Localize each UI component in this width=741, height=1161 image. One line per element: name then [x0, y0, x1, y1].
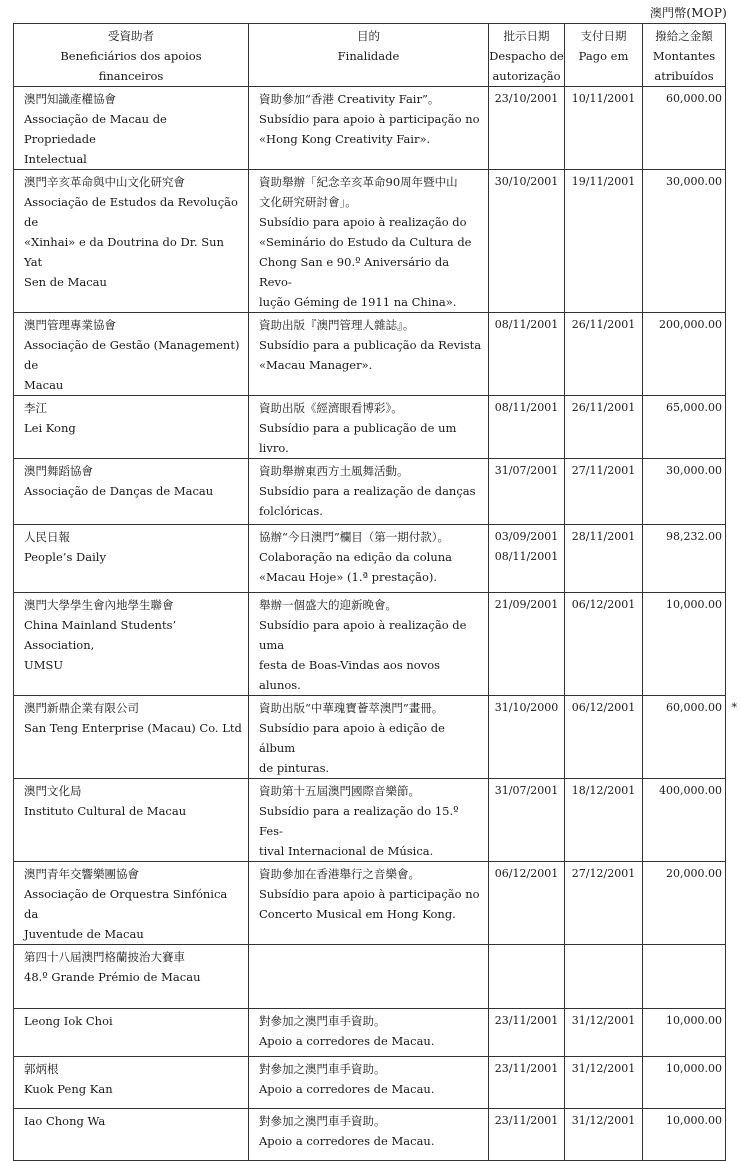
purpose-cell	[249, 396, 489, 459]
pago-date: 31/12/2001	[571, 1114, 636, 1127]
amount-cell	[643, 862, 726, 945]
amount-value: 60,000.00	[666, 701, 722, 714]
purpose-line: «Seminário do Estudo da Cultura de	[259, 235, 472, 249]
despacho-date: 21/09/2001	[494, 598, 559, 611]
despacho-cell	[489, 862, 565, 945]
header-purpose	[249, 24, 489, 87]
beneficiary-cell	[14, 459, 249, 525]
purpose-cell	[249, 170, 489, 313]
amount-cell	[643, 1009, 726, 1057]
beneficiary-line: Associação de Orquestra Sinfónica da	[24, 887, 228, 921]
beneficiary-cell	[14, 396, 249, 459]
header-beneficiary-pt-2: financeiros	[98, 69, 164, 83]
table-row	[14, 87, 726, 170]
header-purpose-zh: 目的	[357, 29, 380, 43]
purpose-line: festa de Boas-Vindas aos novos alunos.	[259, 658, 441, 692]
despacho-cell	[489, 593, 565, 696]
amount-cell	[643, 313, 726, 396]
purpose-line: 資助舉辦東西方土風舞活動。	[259, 464, 409, 478]
beneficiary-line: 澳門知識產權協會	[24, 92, 116, 106]
pago-cell	[565, 87, 643, 170]
beneficiary-line: Associação de Danças de Macau	[24, 484, 214, 498]
amount-cell	[643, 593, 726, 696]
pago-date: 31/12/2001	[571, 1014, 636, 1027]
purpose-line: Subsídio para apoio à realização de uma	[259, 618, 467, 652]
purpose-line: tival Internacional de Música.	[259, 844, 434, 858]
despacho-cell	[489, 525, 565, 593]
purpose-cell	[249, 1057, 489, 1109]
beneficiary-cell	[14, 1057, 249, 1109]
purpose-line: 對參加之澳門車手資助。	[259, 1062, 386, 1076]
purpose-cell	[249, 862, 489, 945]
pago-date: 27/12/2001	[571, 867, 636, 880]
beneficiary-line: Juventude de Macau	[24, 927, 144, 941]
pago-cell	[565, 696, 643, 779]
pago-date: 27/11/2001	[571, 464, 636, 477]
purpose-cell	[249, 696, 489, 779]
pago-date: 18/12/2001	[571, 784, 636, 797]
beneficiary-cell	[14, 945, 249, 1009]
beneficiary-line: 第四十八屆澳門格蘭披治大賽車	[24, 950, 185, 964]
beneficiary-line: Leong Iok Choi	[24, 1014, 113, 1028]
despacho-date: 31/07/2001	[494, 784, 559, 797]
beneficiary-line: «Xinhai» e da Doutrina do Dr. Sun Yat	[24, 235, 224, 269]
amount-value: 200,000.00	[659, 318, 722, 331]
beneficiary-line: 郭炳根	[24, 1062, 59, 1076]
despacho-cell	[489, 696, 565, 779]
pago-date: 10/11/2001	[571, 92, 636, 105]
header-amount	[643, 24, 726, 87]
beneficiary-line: China Mainland Students’ Association,	[24, 618, 177, 652]
despacho-cell	[489, 1009, 565, 1057]
header-pago-zh: 支付日期	[580, 29, 627, 43]
purpose-cell	[249, 459, 489, 525]
despacho-date: 30/10/2001	[494, 175, 559, 188]
beneficiary-cell	[14, 87, 249, 170]
despacho-date: 08/11/2001	[494, 318, 559, 331]
despacho-date: 31/10/2000	[494, 701, 559, 714]
table-row	[14, 862, 726, 945]
beneficiary-line: 澳門管理專業協會	[24, 318, 116, 332]
footnote-marker: *	[731, 701, 737, 714]
amount-cell	[643, 170, 726, 313]
table-row	[14, 313, 726, 396]
pago-cell	[565, 862, 643, 945]
despacho-cell	[489, 396, 565, 459]
purpose-line: Subsídio para apoio à participação no	[259, 887, 480, 901]
purpose-line: Subsídio para a realização de danças	[259, 484, 476, 498]
beneficiary-line: Iao Chong Wa	[24, 1114, 106, 1128]
purpose-cell	[249, 593, 489, 696]
beneficiary-cell	[14, 170, 249, 313]
despacho-cell	[489, 170, 565, 313]
purpose-line: folclóricas.	[259, 504, 323, 518]
amount-value: 30,000.00	[666, 464, 722, 477]
currency-label: 澳門幣(MOP)	[649, 6, 727, 20]
amount-value: 10,000.00	[666, 1014, 722, 1027]
table-row	[14, 170, 726, 313]
purpose-line: de pinturas.	[259, 761, 330, 775]
amount-cell	[643, 1109, 726, 1161]
purpose-line: 協辦“今日澳門”欄目（第一期付款）。	[259, 530, 450, 544]
purpose-line: 資助出版『澳門管理人雜誌』。	[259, 318, 415, 332]
beneficiary-cell	[14, 593, 249, 696]
beneficiary-line: San Teng Enterprise (Macau) Co. Ltd	[24, 721, 242, 735]
despacho-date: 31/07/2001	[494, 464, 559, 477]
pago-date: 31/12/2001	[571, 1062, 636, 1075]
table-row	[14, 945, 726, 1009]
pago-date: 26/11/2001	[571, 318, 636, 331]
beneficiary-cell	[14, 696, 249, 779]
pago-date: 06/12/2001	[571, 598, 636, 611]
subsidies-table	[13, 23, 737, 1161]
table-row	[14, 593, 726, 696]
beneficiary-cell	[14, 862, 249, 945]
purpose-line: 舉辦一個盛大的迎新晚會。	[259, 598, 397, 612]
table-row	[14, 1057, 726, 1109]
amount-value: 20,000.00	[666, 867, 722, 880]
purpose-line: Apoio a corredores de Macau.	[259, 1082, 435, 1096]
beneficiary-cell	[14, 525, 249, 593]
despacho-date: 08/11/2001	[494, 401, 559, 414]
amount-value: 10,000.00	[666, 1114, 722, 1127]
header-beneficiary-zh: 受資助者	[108, 29, 154, 43]
purpose-line: 資助參加“香港 Creativity Fair”。	[259, 92, 440, 106]
beneficiary-line: Lei Kong	[24, 421, 76, 435]
purpose-line: 對參加之澳門車手資助。	[259, 1114, 386, 1128]
header-beneficiary-pt: Beneficiários dos apoios	[60, 49, 202, 63]
amount-cell	[643, 779, 726, 862]
purpose-line: Apoio a corredores de Macau.	[259, 1134, 435, 1148]
despacho-date: 23/10/2001	[494, 92, 559, 105]
header-despacho-zh: 批示日期	[503, 29, 550, 43]
beneficiary-line: Associação de Estudos da Revolução de	[24, 195, 238, 229]
header-amount-pt: Montantes	[652, 49, 716, 63]
beneficiary-line: Instituto Cultural de Macau	[24, 804, 187, 818]
purpose-line: Concerto Musical em Hong Kong.	[259, 907, 456, 921]
beneficiary-line: 澳門大學學生會內地學生聯會	[24, 598, 174, 612]
header-despacho	[489, 24, 565, 87]
purpose-line: 資助舉辦「紀念辛亥革命90周年暨中山	[259, 175, 458, 189]
amount-value: 65,000.00	[666, 401, 722, 414]
table-body	[14, 87, 737, 1161]
purpose-line: 文化研究研討會」。	[259, 195, 357, 209]
purpose-cell	[249, 945, 489, 1009]
purpose-cell	[249, 779, 489, 862]
despacho-date: 23/11/2001	[494, 1062, 559, 1075]
beneficiary-line: 澳門新鼎企業有限公司	[24, 701, 139, 715]
header-amount-zh: 撥給之金額	[655, 29, 713, 43]
despacho-date: 06/12/2001	[494, 867, 559, 880]
purpose-line: Apoio a corredores de Macau.	[259, 1034, 435, 1048]
purpose-cell	[249, 313, 489, 396]
beneficiary-line: Intelectual	[24, 152, 87, 166]
table-row	[14, 1009, 726, 1057]
beneficiary-cell	[14, 1109, 249, 1161]
beneficiary-line: Sen de Macau	[24, 275, 107, 289]
amount-cell	[643, 1057, 726, 1109]
table-row	[14, 696, 726, 779]
amount-value: 10,000.00	[666, 1062, 722, 1075]
despacho-date: 23/11/2001	[494, 1014, 559, 1027]
purpose-line: «Macau Manager».	[259, 358, 373, 372]
table-row	[14, 779, 726, 862]
pago-cell	[565, 396, 643, 459]
amount-cell	[643, 525, 726, 593]
amount-cell	[643, 87, 726, 170]
pago-cell	[565, 593, 643, 696]
pago-cell	[565, 1057, 643, 1109]
beneficiary-line: 48.º Grande Prémio de Macau	[24, 970, 201, 984]
despacho-cell	[489, 313, 565, 396]
amount-value: 10,000.00	[666, 598, 722, 611]
purpose-line: Subsídio para apoio à realização do	[259, 215, 467, 229]
beneficiary-line: People’s Daily	[24, 550, 106, 564]
pago-cell	[565, 525, 643, 593]
table-row	[14, 459, 726, 525]
purpose-line: Subsídio para apoio à edição de álbum	[259, 721, 445, 755]
beneficiary-line: 人民日報	[24, 530, 70, 544]
purpose-line: «Hong Kong Creativity Fair».	[259, 132, 431, 146]
header-amount-pt-2: atribuídos	[654, 69, 714, 83]
pago-cell	[565, 945, 643, 1009]
pago-cell	[565, 313, 643, 396]
header-despacho-pt: Despacho de	[489, 49, 564, 63]
purpose-cell	[249, 525, 489, 593]
pago-date: 19/11/2001	[571, 175, 636, 188]
purpose-cell	[249, 1109, 489, 1161]
beneficiary-line: Associação de Macau de Propriedade	[24, 112, 167, 146]
purpose-line: Colaboração na edição da coluna	[259, 550, 452, 564]
purpose-line: Subsídio para a realização do 15.º Fes-	[259, 804, 459, 838]
amount-value: 400,000.00	[659, 784, 722, 797]
amount-cell	[643, 696, 737, 779]
amount-value: 60,000.00	[666, 92, 722, 105]
pago-cell	[565, 170, 643, 313]
despacho-cell	[489, 1057, 565, 1109]
beneficiary-line: 李江	[24, 401, 47, 415]
pago-date: 26/11/2001	[571, 401, 636, 414]
pago-cell	[565, 1109, 643, 1161]
beneficiary-cell	[14, 313, 249, 396]
purpose-line: 資助第十五屆澳門國際音樂節。	[259, 784, 420, 798]
beneficiary-line: 澳門舞蹈協會	[24, 464, 93, 478]
purpose-cell	[249, 87, 489, 170]
table-row	[14, 396, 726, 459]
amount-value: 98,232.00	[666, 530, 722, 543]
amount-value: 30,000.00	[666, 175, 722, 188]
beneficiary-cell	[14, 779, 249, 862]
beneficiary-line: 澳門文化局	[24, 784, 82, 798]
despacho-cell	[489, 87, 565, 170]
table-row	[14, 525, 726, 593]
pago-cell	[565, 1009, 643, 1057]
header-despacho-pt-2: autorização	[492, 69, 561, 83]
purpose-line: 資助出版《經濟眼看博彩》。	[259, 401, 403, 415]
purpose-line: 資助出版“中華瑰寶薈萃澳門”畫冊。	[259, 701, 444, 715]
purpose-line: Subsídio para a publicação da Revista	[259, 338, 482, 352]
purpose-line: Subsídio para apoio à participação no	[259, 112, 480, 126]
purpose-line: lução Géming de 1911 na China».	[259, 295, 457, 309]
despacho-date: 08/11/2001	[494, 550, 559, 563]
amount-cell	[643, 396, 726, 459]
beneficiary-line: 澳門辛亥革命與中山文化研究會	[24, 175, 185, 189]
amount-cell	[643, 945, 726, 1009]
purpose-cell	[249, 1009, 489, 1057]
beneficiary-line: Macau	[24, 378, 64, 392]
despacho-cell	[489, 459, 565, 525]
beneficiary-cell	[14, 1009, 249, 1057]
header-pago	[565, 24, 643, 87]
pago-cell	[565, 459, 643, 525]
despacho-cell	[489, 779, 565, 862]
header-pago-pt: Pago em	[578, 49, 629, 63]
header-beneficiary	[14, 24, 249, 87]
despacho-cell	[489, 945, 565, 1009]
pago-date: 28/11/2001	[571, 530, 636, 543]
beneficiary-line: Kuok Peng Kan	[24, 1082, 113, 1096]
purpose-line: 對參加之澳門車手資助。	[259, 1014, 386, 1028]
beneficiary-line: Associação de Gestão (Management) de	[24, 338, 240, 372]
table-row	[14, 1109, 726, 1161]
despacho-date: 23/11/2001	[494, 1114, 559, 1127]
despacho-date: 03/09/2001	[494, 530, 559, 543]
table-header-row	[14, 24, 726, 87]
beneficiary-line: UMSU	[24, 658, 64, 672]
pago-cell	[565, 779, 643, 862]
purpose-line: Chong San e 90.º Aniversário da Revo-	[259, 255, 450, 289]
beneficiary-line: 澳門青年交響樂團協會	[24, 867, 139, 881]
amount-cell	[643, 459, 726, 525]
purpose-line: 資助參加在香港舉行之音樂會。	[259, 867, 420, 881]
header-purpose-pt: Finalidade	[337, 49, 400, 63]
purpose-line: Subsídio para a publicação de um livro.	[259, 421, 457, 455]
pago-date: 06/12/2001	[571, 701, 636, 714]
purpose-line: «Macau Hoje» (1.ª prestação).	[259, 570, 438, 584]
despacho-cell	[489, 1109, 565, 1161]
